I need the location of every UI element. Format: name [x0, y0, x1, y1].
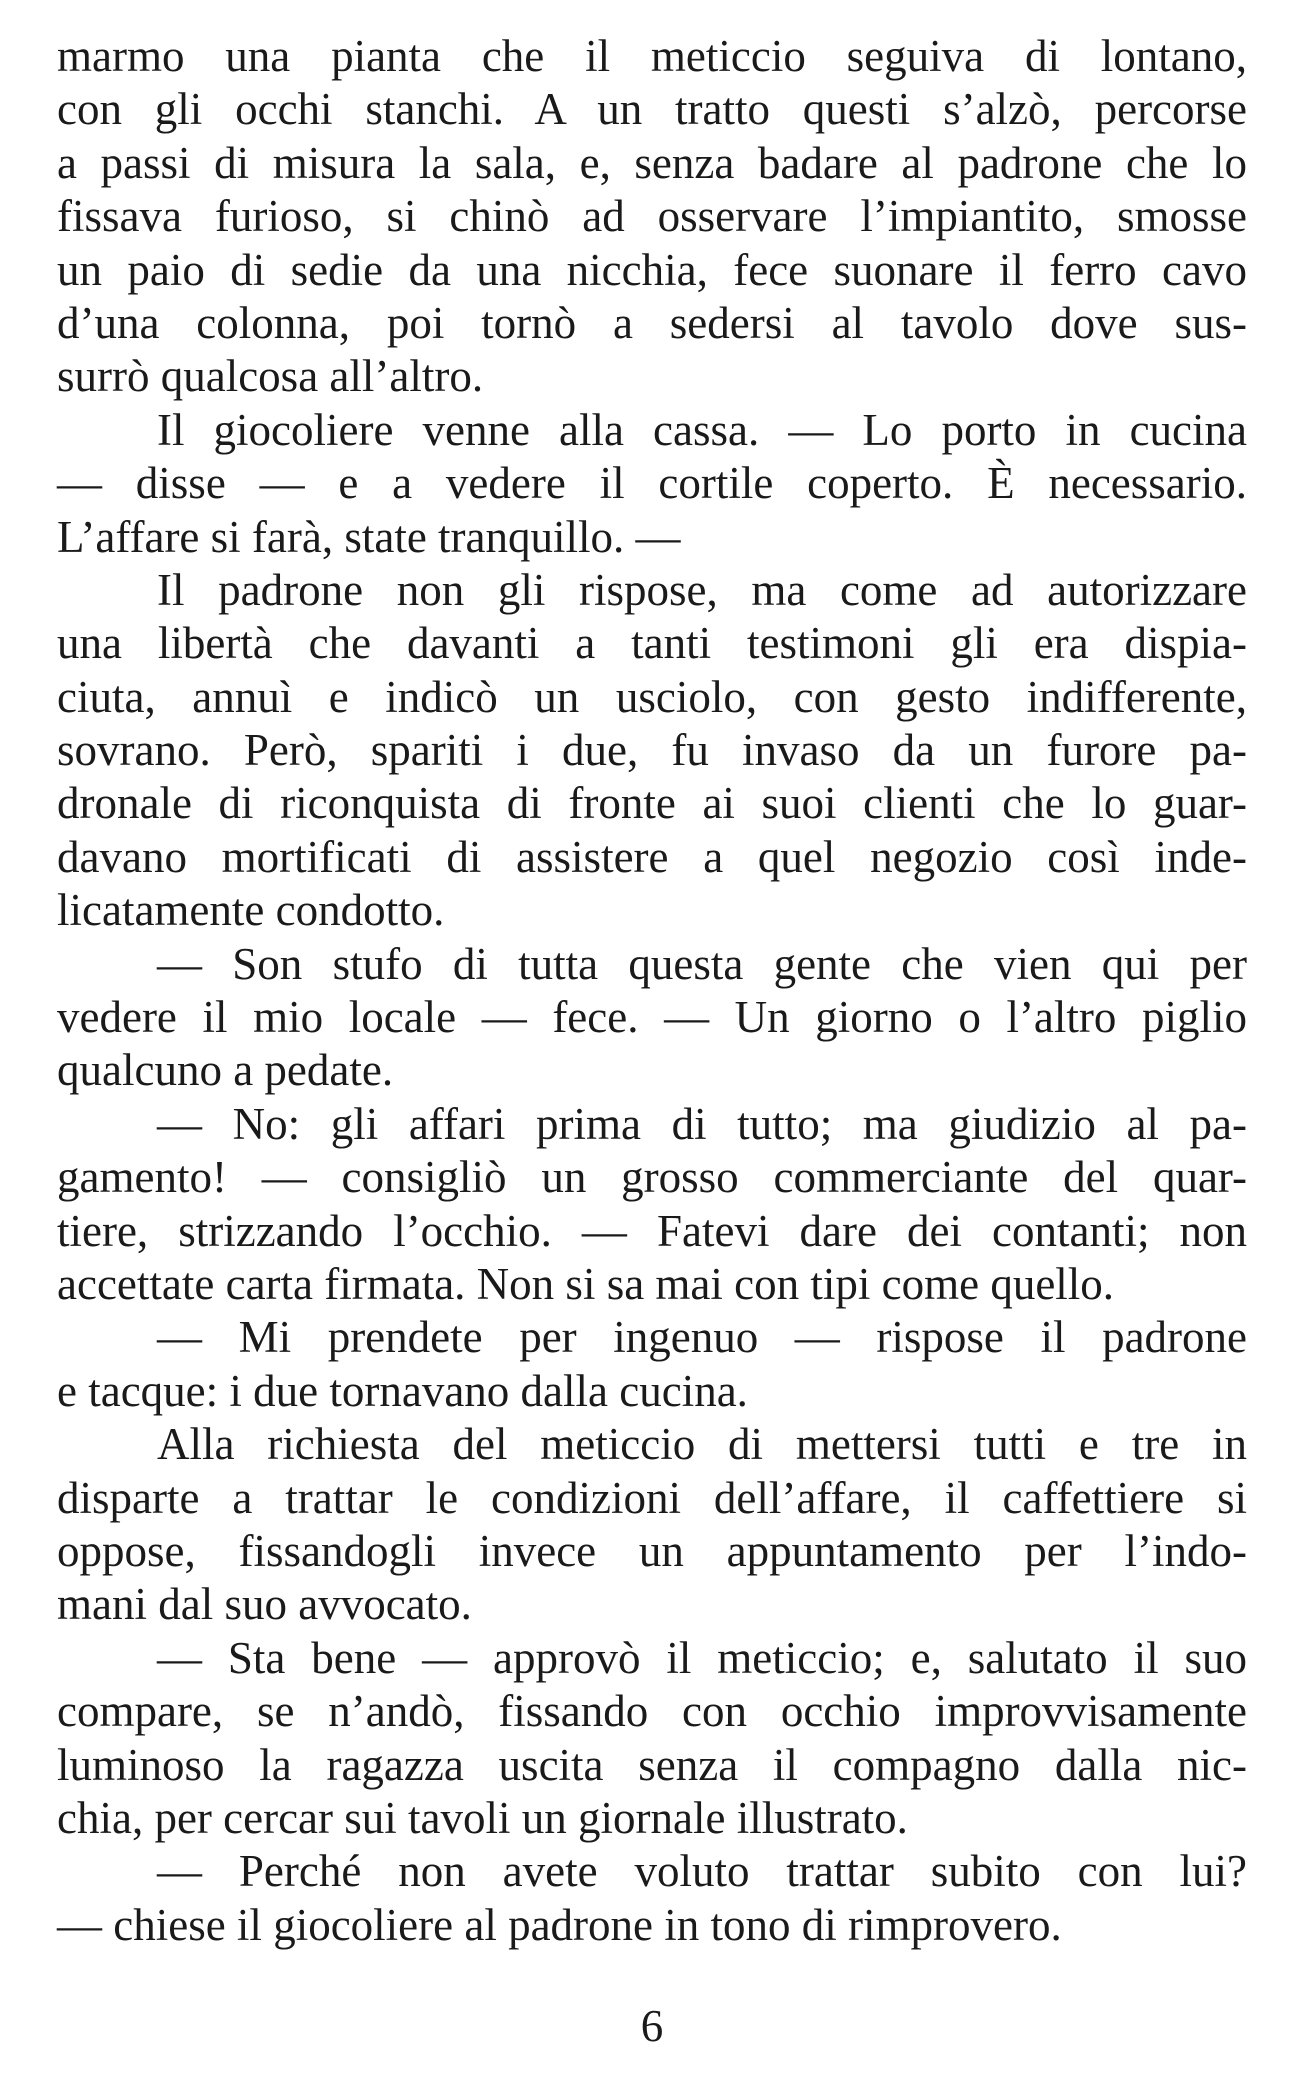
text-line: — Sta bene — approvò il meticcio; e, salutato il suo	[157, 1632, 1247, 1683]
text-line: — chiese il giocoliere al padrone in tono di rimprovero.	[57, 1899, 1062, 1950]
text-line: oppose, fissandogli invece un appuntamento per l’indo-	[57, 1525, 1247, 1576]
text-line: Alla richiesta del meticcio di mettersi tutti e tre in	[157, 1419, 1247, 1470]
text-line: Il giocoliere venne alla cassa. — Lo porto in cucina	[157, 404, 1247, 455]
text-line: Il padrone non gli rispose, ma come ad autorizzare	[157, 564, 1247, 615]
text-line: — Mi prendete per ingenuo — rispose il padrone	[157, 1312, 1247, 1363]
text-line: — No: gli affari prima di tutto; ma giudizio al pa-	[157, 1098, 1247, 1149]
text-line: d’una colonna, poi tornò a sedersi al tavolo dove sus-	[57, 297, 1247, 348]
text-line: tiere, strizzando l’occhio. — Fatevi dare dei contanti; non	[57, 1205, 1247, 1256]
text-line: — disse — e a vedere il cortile coperto. È necessario.	[57, 458, 1247, 509]
text-line: compare, se n’andò, fissando con occhio improvvisamente	[57, 1686, 1247, 1737]
book-page	[57, 30, 1247, 2060]
text-line: surrò qualcosa all’altro.	[57, 351, 484, 402]
text-line: L’affare si farà, state tranquillo. —	[57, 511, 681, 562]
text-line: fissava furioso, si chinò ad osservare l’impiantito, smosse	[57, 191, 1247, 242]
text-line: disparte a trattar le condizioni dell’affare, il caffettiere si	[57, 1472, 1247, 1523]
text-line: una libertà che davanti a tanti testimoni gli era dispia-	[57, 618, 1247, 669]
text-line: marmo una pianta che il meticcio seguiva di lontano,	[57, 31, 1247, 81]
text-line: ciuta, annuì e indicò un usciolo, con gesto indifferente,	[57, 671, 1247, 722]
text-line: sovrano. Però, spariti i due, fu invaso da un furore pa-	[57, 725, 1247, 776]
text-line: con gli occhi stanchi. A un tratto questi s’alzò, percorse	[57, 84, 1247, 135]
text-line: mani dal suo avvocato.	[57, 1579, 472, 1630]
text-line: davano mortificati di assistere a quel negozio così inde-	[57, 831, 1247, 882]
text-line: — Son stufo di tutta questa gente che vien qui per	[157, 938, 1247, 989]
body-text	[57, 30, 1247, 1952]
text-line: un paio di sedie da una nicchia, fece suonare il ferro cavo	[57, 244, 1247, 295]
text-line: luminoso la ragazza uscita senza il compagno dalla nic-	[57, 1739, 1247, 1790]
text-line: accettate carta firmata. Non si sa mai con tipi come quello.	[57, 1258, 1115, 1309]
text-line: gamento! — consigliò un grosso commerciante del quar-	[57, 1152, 1247, 1203]
text-line: chia, per cercar sui tavoli un giornale illustrato.	[57, 1792, 908, 1843]
text-line: licatamente condotto.	[57, 885, 445, 936]
text-line: e tacque: i due tornavano dalla cucina.	[57, 1365, 748, 1416]
text-line: a passi di misura la sala, e, senza badare al padrone che lo	[57, 137, 1247, 188]
text-line: dronale di riconquista di fronte ai suoi clienti che lo guar-	[57, 778, 1247, 829]
text-line: qualcuno a pedate.	[57, 1045, 394, 1096]
text-line: vedere il mio locale — fece. — Un giorno o l’altro piglio	[57, 992, 1247, 1043]
page-number: 6	[640, 2001, 664, 2051]
text-line: — Perché non avete voluto trattar subito con lui?	[157, 1846, 1247, 1897]
